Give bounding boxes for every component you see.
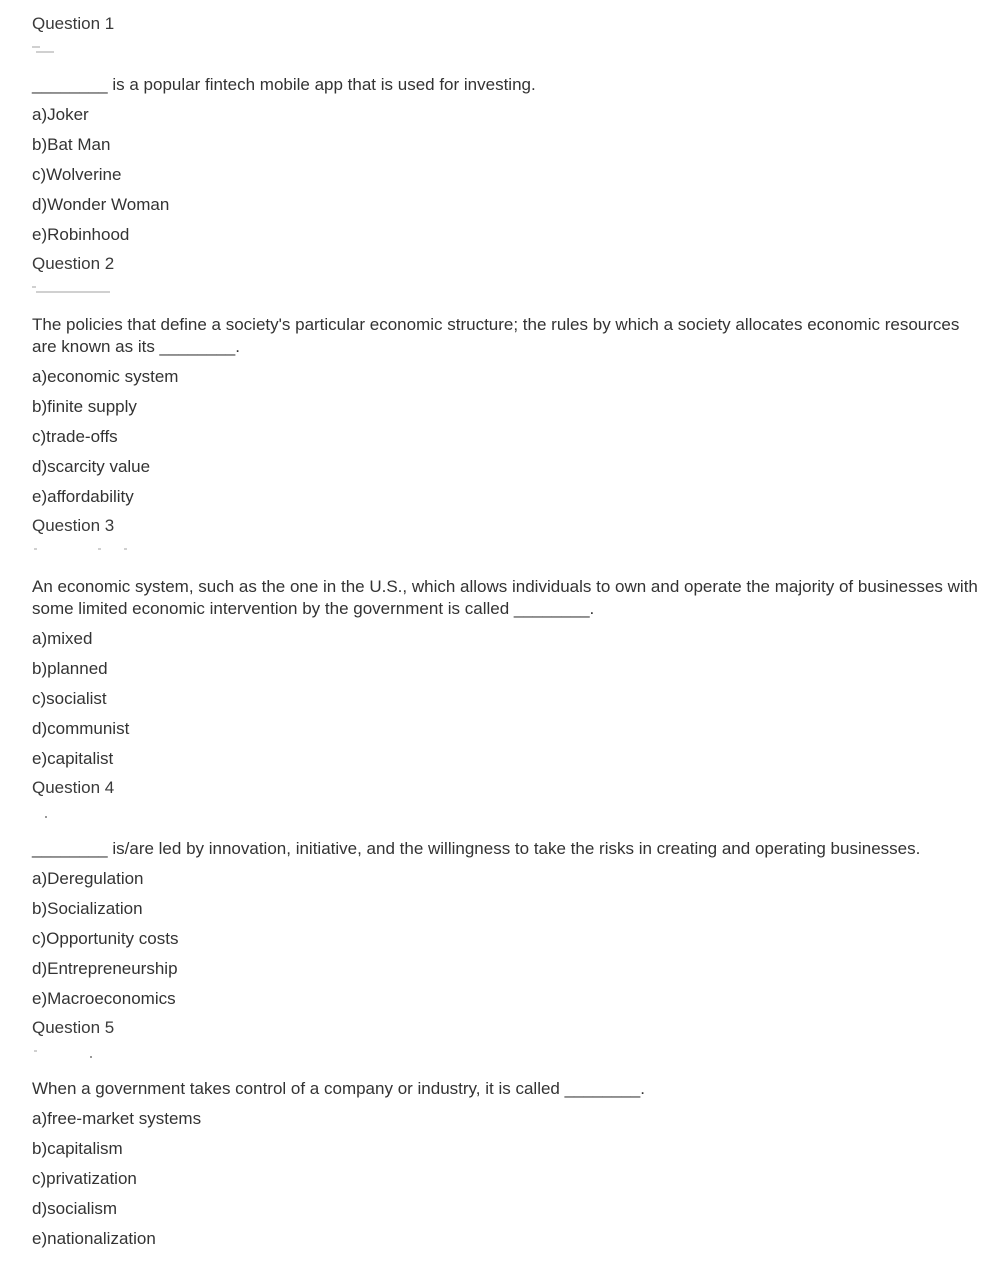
option-b[interactable]: b)Socialization xyxy=(32,899,143,918)
faint-marks xyxy=(32,1044,982,1064)
question-4 xyxy=(32,778,982,1010)
option-e[interactable]: e)Macroeconomics xyxy=(32,989,176,1008)
option-a[interactable]: a)economic system xyxy=(32,367,179,386)
option-c[interactable]: c)Opportunity costs xyxy=(32,929,179,948)
option-e[interactable]: e)nationalization xyxy=(32,1229,156,1248)
option-a[interactable]: a)Joker xyxy=(32,105,89,124)
option-d[interactable]: d)socialism xyxy=(32,1199,118,1218)
option-b[interactable]: b)finite supply xyxy=(32,397,137,416)
question-text: ________ is/are led by innovation, initiative, and the willingness to take the risks in creating and operating businesses. xyxy=(32,839,921,858)
question-text: ________ is a popular fintech mobile app that is used for investing. xyxy=(32,75,536,94)
quiz-page xyxy=(32,0,982,1250)
faint-marks xyxy=(32,280,982,300)
option-e[interactable]: e)capitalist xyxy=(32,749,114,768)
question-title: Question 5 xyxy=(32,1018,115,1037)
option-b[interactable]: b)planned xyxy=(32,659,108,678)
faint-marks xyxy=(32,40,982,60)
option-a[interactable]: a)free-market systems xyxy=(32,1109,202,1128)
question-text: The policies that define a society's particular economic structure; the rules by which a society allocates economic resources are known as its ________. xyxy=(32,315,960,356)
option-d[interactable]: d)scarcity value xyxy=(32,457,151,476)
option-d[interactable]: d)Wonder Woman xyxy=(32,195,170,214)
option-c[interactable]: c)trade-offs xyxy=(32,427,118,446)
question-3 xyxy=(32,516,982,770)
option-c[interactable]: c)Wolverine xyxy=(32,165,122,184)
option-e[interactable]: e)Robinhood xyxy=(32,225,130,244)
question-title: Question 1 xyxy=(32,14,115,33)
question-title: Question 2 xyxy=(32,254,115,273)
question-title: Question 4 xyxy=(32,778,115,797)
faint-marks xyxy=(32,542,982,562)
question-text: An economic system, such as the one in the U.S., which allows individuals to own and operate the majority of businesses with some limited economic intervention by the government is called ________. xyxy=(32,577,978,618)
option-a[interactable]: a)mixed xyxy=(32,629,93,648)
option-d[interactable]: d)communist xyxy=(32,719,130,738)
option-a[interactable]: a)Deregulation xyxy=(32,869,144,888)
question-text: When a government takes control of a company or industry, it is called ________. xyxy=(32,1079,645,1098)
question-2 xyxy=(32,254,982,508)
question-1 xyxy=(32,14,982,246)
option-b[interactable]: b)capitalism xyxy=(32,1139,123,1158)
faint-marks xyxy=(32,804,982,824)
option-b[interactable]: b)Bat Man xyxy=(32,135,111,154)
question-5 xyxy=(32,1018,982,1250)
option-e[interactable]: e)affordability xyxy=(32,487,134,506)
option-d[interactable]: d)Entrepreneurship xyxy=(32,959,178,978)
option-c[interactable]: c)socialist xyxy=(32,689,107,708)
option-c[interactable]: c)privatization xyxy=(32,1169,137,1188)
question-title: Question 3 xyxy=(32,516,115,535)
